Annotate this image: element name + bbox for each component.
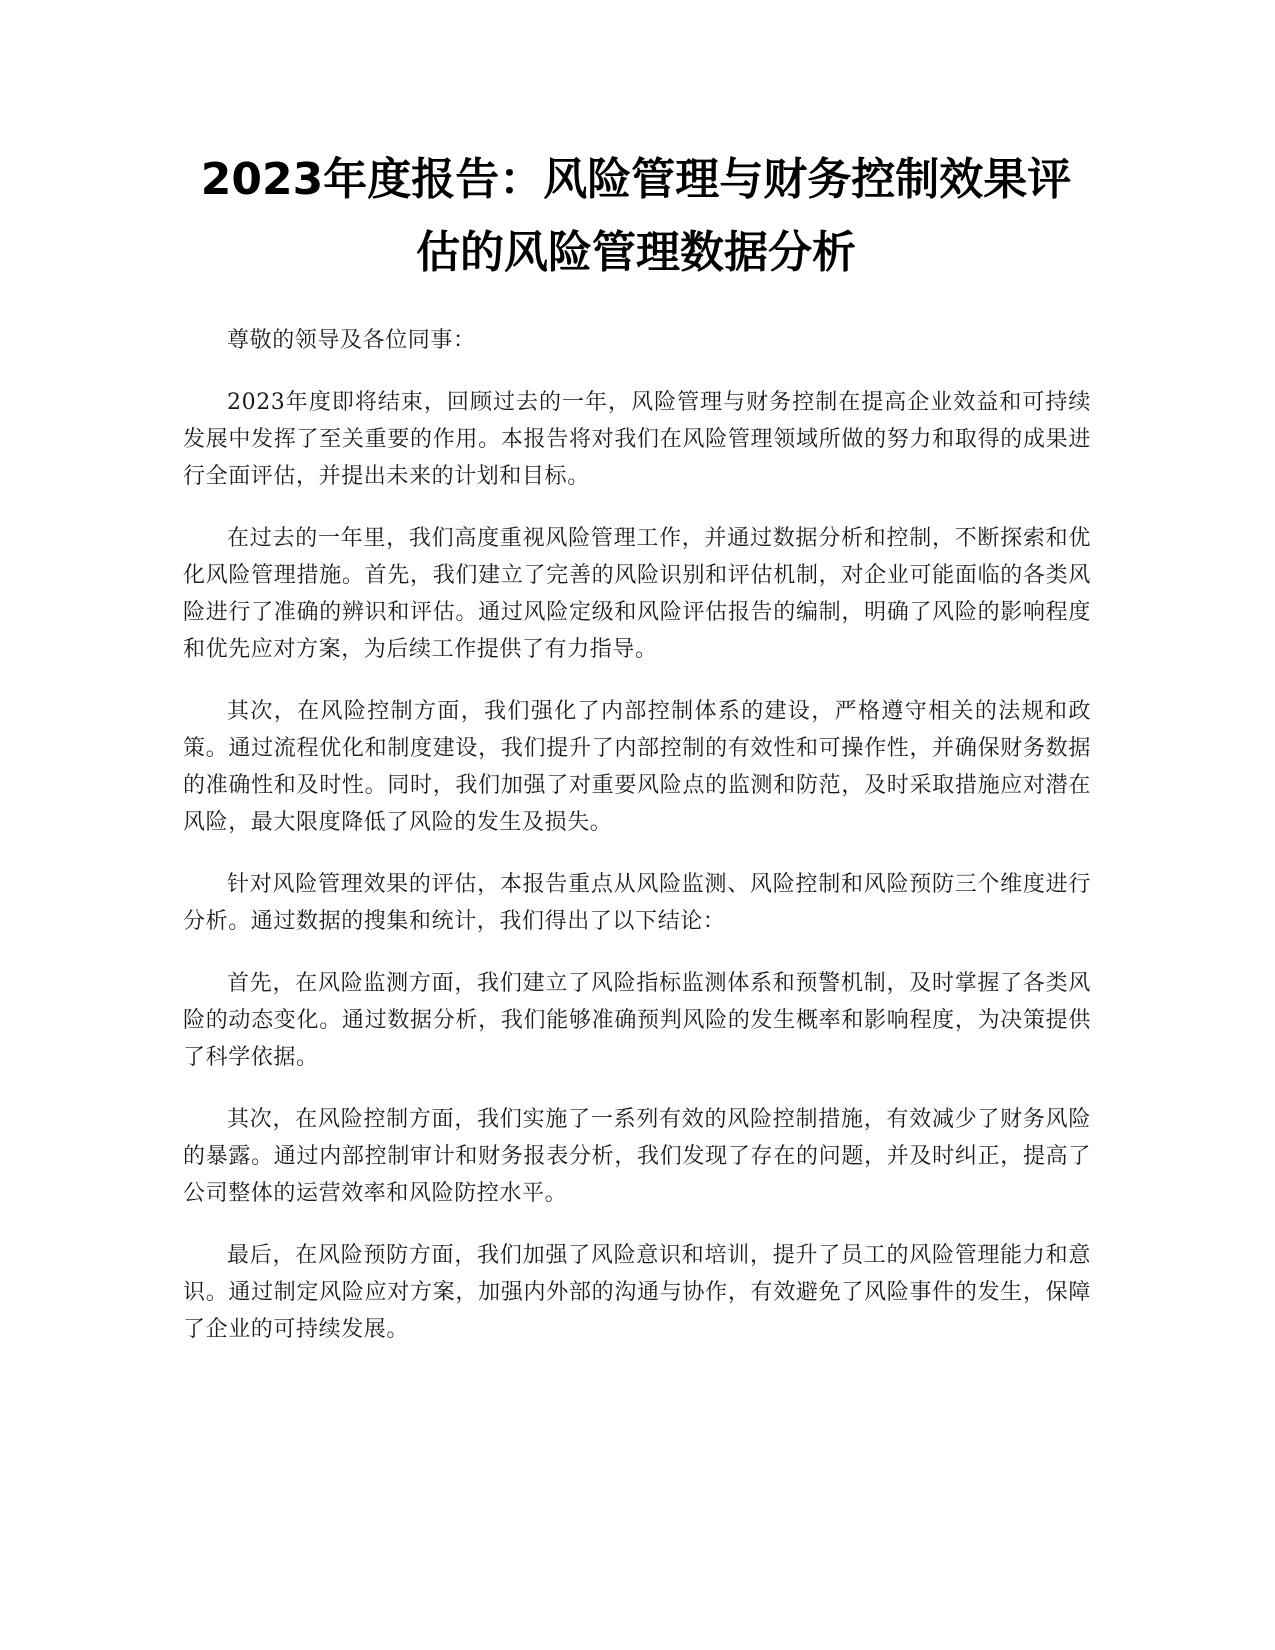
risk-control-measures-paragraph: 其次，在风险控制方面，我们实施了一系列有效的风险控制措施，有效减少了财务风险的暴露。通过内部控制审计和财务报表分析，我们发现了存在的问题，并及时纠正，提高了公司整体的运营效率和风险防控水平。 [183, 1107, 1091, 1206]
risk-prevention-paragraph: 最后，在风险预防方面，我们加强了风险意识和培训，提升了员工的风险管理能力和意识。通过制定风险应对方案，加强内外部的沟通与协作，有效避免了风险事件的发生，保障了企业的可持续发展。 [183, 1243, 1091, 1342]
evaluation-paragraph: 针对风险管理效果的评估，本报告重点从风险监测、风险控制和风险预防三个维度进行分析。通过数据的搜集和统计，我们得出了以下结论： [183, 872, 1091, 934]
risk-identification-paragraph: 在过去的一年里，我们高度重视风险管理工作，并通过数据分析和控制，不断探索和优化风险管理措施。首先，我们建立了完善的风险识别和评估机制，对企业可能面临的各类风险进行了准确的辨识和评估。通过风险定级和风险评估报告的编制，明确了风险的影响程度和优先应对方案，为后续工作提供了有力指导。 [183, 526, 1091, 662]
risk-monitoring-paragraph: 首先，在风险监测方面，我们建立了风险指标监测体系和预警机制，及时掌握了各类风险的动态变化。通过数据分析，我们能够准确预判风险的发生概率和影响程度，为决策提供了科学依据。 [183, 971, 1091, 1070]
document-body [183, 322, 1091, 1373]
salutation-paragraph: 尊敬的领导及各位同事： [227, 328, 476, 353]
document-title: 2023年度报告：风险管理与财务控制效果评估的风险管理数据分析 [200, 154, 1072, 278]
risk-control-paragraph: 其次，在风险控制方面，我们强化了内部控制体系的建设，严格遵守相关的法规和政策。通过流程优化和制度建设，我们提升了内部控制的有效性和可操作性，并确保财务数据的准确性和及时性。同时，我们加强了对重要风险点的监测和防范，及时采取措施应对潜在风险，最大限度降低了风险的发生及损失。 [183, 699, 1091, 835]
intro-paragraph: 2023年度即将结束，回顾过去的一年，风险管理与财务控制在提高企业效益和可持续发展中发挥了至关重要的作用。本报告将对我们在风险管理领域所做的努力和取得的成果进行全面评估，并提出未来的计划和目标。 [183, 390, 1091, 489]
